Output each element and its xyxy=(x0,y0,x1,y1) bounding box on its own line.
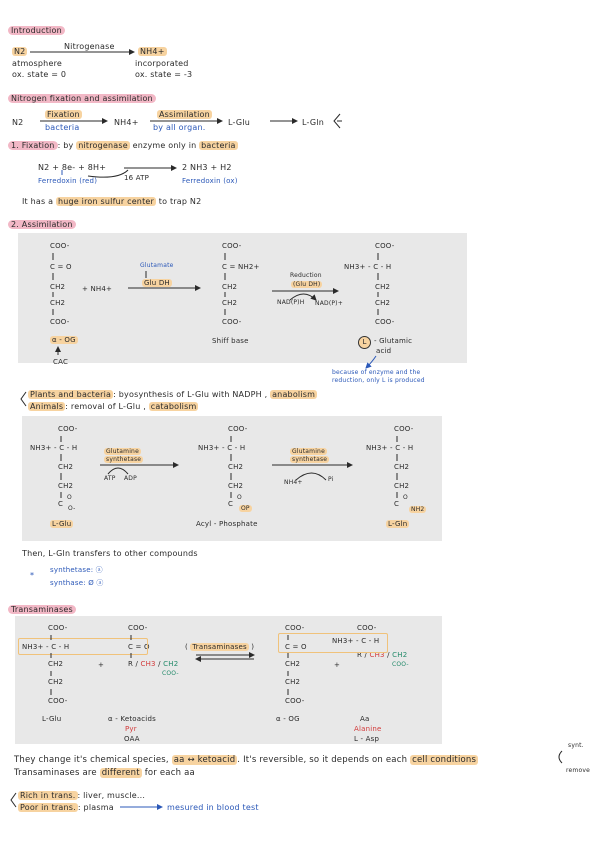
fixation-line xyxy=(8,141,238,150)
tr-glu-ch2-1: CH2 xyxy=(48,660,64,668)
synt-remove-bracket xyxy=(559,751,562,763)
gs-acyl-o: O xyxy=(237,494,242,501)
transaminases-heading: Transaminases xyxy=(8,605,76,614)
tr-keto-r-label: R / xyxy=(128,660,139,668)
gs-pi: Pi xyxy=(328,476,334,483)
closing-line1-post: . It's reversible, so it depends on each xyxy=(237,755,408,765)
gs-glu-c: C xyxy=(58,500,64,508)
gs-glu-o: O xyxy=(67,494,72,501)
bracket-icon xyxy=(334,114,342,128)
schiff-base-label: Shiff base xyxy=(212,337,249,345)
schiff-ch2-2: CH2 xyxy=(222,299,238,307)
rich-line xyxy=(18,791,145,800)
closing-line1-pre: They change it's chemical species, xyxy=(14,755,169,765)
anabolism-highlight: anabolism xyxy=(272,390,316,399)
tr-keto-coo: COO- xyxy=(128,624,148,632)
glu-nh3-c-h: NH3+ - C - H xyxy=(344,263,392,271)
tr-keto-c-o: C = O xyxy=(128,643,150,651)
reduction-glu-dh: (Glu DH) xyxy=(293,281,321,288)
l-glu-label: L-Glu xyxy=(228,118,250,127)
synthase-note: synthase: Ø ⓐ xyxy=(50,579,104,587)
by-all-organisms: by all organ. xyxy=(153,123,206,132)
because-note-1: because of enzyme and the xyxy=(332,369,421,376)
tr-aa-nh3: NH3+ - C - H xyxy=(332,637,380,645)
assimilation-label: Assimilation xyxy=(159,110,210,119)
tr-aog-ch2-1: CH2 xyxy=(285,660,301,668)
l-circle: L xyxy=(358,336,371,349)
ox-state-0: ox. state = 0 xyxy=(12,70,67,79)
gs-gln-nh2: NH2 xyxy=(411,506,425,513)
closing-line-2 xyxy=(14,768,195,778)
remove-label: remove xyxy=(566,767,590,774)
tr-enzyme-line: ( Transaminases ) xyxy=(185,643,255,651)
tr-box-right xyxy=(278,633,388,653)
gs-glu-ch2-2: CH2 xyxy=(58,482,74,490)
aog-c-o: C = O xyxy=(50,263,72,271)
tr-aa-coo: COO- xyxy=(357,624,377,632)
gs-adp: ADP xyxy=(124,475,137,482)
tr-aa-ch3: CH3 xyxy=(369,651,385,659)
nh4-label: NH4+ xyxy=(140,47,165,56)
tr-keto-coo-green: COO- xyxy=(162,670,179,677)
note-pre: It has a xyxy=(22,197,54,206)
catabolism-highlight: catabolism xyxy=(150,402,197,411)
nitrogenase-highlight: nitrogenase xyxy=(78,141,128,150)
tr-keto-r: R / CH3 / CH2 xyxy=(128,660,179,668)
gs-gln-c: C xyxy=(394,500,400,508)
schiff-coo-top: COO- xyxy=(222,242,242,250)
gs-acyl-ch2-1: CH2 xyxy=(228,463,244,471)
gs-gln-ch2-2: CH2 xyxy=(394,482,410,490)
tr-alanine-label: Alanine xyxy=(354,725,382,733)
fixation-assimilation-heading: Nitrogen fixation and assimilation xyxy=(8,94,156,103)
tr-keto-ch3: CH3 xyxy=(140,660,156,668)
assimilation-heading: 2. Assimilation xyxy=(8,220,76,229)
cac-label: CAC xyxy=(53,358,69,366)
glu-dh-label: Glu DH xyxy=(144,279,170,287)
glutamic-label: - Glutamic xyxy=(374,337,413,345)
atmosphere-label: atmosphere xyxy=(12,59,62,68)
fixation-text-mid: enzyme only in xyxy=(132,141,197,150)
then-text: Then, L-Gln transfers to other compounds xyxy=(22,549,198,558)
n2-label: N2 xyxy=(14,47,26,56)
gs-acyl-ch2-2: CH2 xyxy=(228,482,244,490)
tr-ketoacids-label: α - Ketoacids xyxy=(108,715,156,723)
aog-ch2-1: CH2 xyxy=(50,283,66,291)
gs-acyl-nh3: NH3+ - C - H xyxy=(198,444,246,452)
tr-glu-coo: COO- xyxy=(48,624,68,632)
poor-text: : plasma xyxy=(77,803,114,812)
ferredoxin-ox: Ferredoxin (ox) xyxy=(182,177,238,185)
gs-atp: ATP xyxy=(104,475,116,482)
gs-glutamine-1: Glutamine xyxy=(106,448,139,455)
nadph-label: NAD(P)H xyxy=(277,299,305,306)
fixation-text-pre: : by xyxy=(57,141,74,150)
ferredoxin-red: Ferredoxin (red) xyxy=(38,177,98,185)
gs-gln-ch2-1: CH2 xyxy=(394,463,410,471)
tr-keto-ch2: CH2 xyxy=(163,660,179,668)
atp-label: 16 ATP xyxy=(124,174,150,182)
aog-label: α - OG xyxy=(52,336,76,344)
tr-aa-label: Aa xyxy=(360,715,370,723)
gs-gln-nh3: NH3+ - C - H xyxy=(366,444,414,452)
different-highlight: different xyxy=(101,768,140,778)
glu-ch2-2: CH2 xyxy=(375,299,391,307)
incorporated-label: incorporated xyxy=(135,59,189,68)
tr-glu-coo-2: COO- xyxy=(48,697,68,705)
tr-aog-label: α - OG xyxy=(276,715,300,723)
tr-aog-coo-2: COO- xyxy=(285,697,305,705)
plus-nh4: + NH4+ xyxy=(82,285,113,293)
closing-line-1 xyxy=(14,755,478,765)
glu-coo-top: COO- xyxy=(375,242,395,250)
tr-glu-nh3: NH3+ - C - H xyxy=(22,643,70,651)
synthetase-note: synthetase: ⓐ xyxy=(50,566,103,574)
animals-line xyxy=(28,402,198,411)
tr-oaa-label: OAA xyxy=(124,735,140,743)
rich-poor-bracket xyxy=(11,793,16,807)
asterisk-icon: * xyxy=(30,571,35,580)
gs-glu-o-minus: O- xyxy=(68,505,76,512)
equation-right: 2 NH3 + H2 xyxy=(182,163,232,172)
gs-glu-coo: COO- xyxy=(58,425,78,433)
aog-coo-bottom: COO- xyxy=(50,318,70,326)
fixation-label: Fixation xyxy=(47,110,80,119)
iron-sulfur-highlight: huge iron sulfur center xyxy=(57,197,155,206)
plants-line xyxy=(28,390,317,399)
gs-acyl-label: Acyl - Phosphate xyxy=(196,520,258,528)
gs-glu-nh3: NH3+ - C - H xyxy=(30,444,78,452)
plants-text: : byosynthesis of L-Glu with NADPH , xyxy=(113,390,268,399)
closing-line2-pre: Transaminases are xyxy=(14,768,97,778)
fixation-heading: 1. Fixation xyxy=(8,141,58,150)
because-note-2: reduction, only L is produced xyxy=(332,377,425,384)
gs-acyl-op: OP xyxy=(241,505,250,512)
nadp-label: NAD(P)+ xyxy=(315,300,343,307)
gs-synthetase-2: synthetase xyxy=(292,456,328,463)
gs-acyl-c: C xyxy=(228,500,234,508)
animals-text: : removal of L-Glu , xyxy=(65,402,146,411)
tr-aa-ch2: CH2 xyxy=(392,651,408,659)
glu-coo-bottom: COO- xyxy=(375,318,395,326)
n2-label-2: N2 xyxy=(12,118,24,127)
schiff-ch2-1: CH2 xyxy=(222,283,238,291)
nh4-label-2: NH4+ xyxy=(114,118,139,127)
gs-gln-o: O xyxy=(403,494,408,501)
tr-box-left xyxy=(18,638,148,655)
gs-glu-ch2-1: CH2 xyxy=(58,463,74,471)
ox-state-minus3: ox. state = -3 xyxy=(135,70,193,79)
cell-conditions-highlight: cell conditions xyxy=(412,755,477,765)
reduction-label: Reduction xyxy=(290,272,322,279)
gs-glutamine-2: Glutamine xyxy=(292,448,325,455)
l-gln-label: L-Gln xyxy=(302,118,324,127)
aa-keto-highlight: aa ↔ ketoacid xyxy=(173,755,236,765)
acid-label: acid xyxy=(376,347,392,355)
aog-ch2-2: CH2 xyxy=(50,299,66,307)
tr-enzyme-label: Transaminases xyxy=(192,643,247,651)
schiff-c-nh2: C = NH2+ xyxy=(222,263,260,271)
tr-aa-r: R / CH3 / CH2 xyxy=(357,651,408,659)
bacteria-label: bacteria xyxy=(45,123,80,132)
introduction-heading: Introduction xyxy=(8,26,65,35)
tr-aog-coo: COO- xyxy=(285,624,305,632)
synt-label: synt. xyxy=(568,742,584,749)
tr-aa-coo-green: COO- xyxy=(392,661,409,668)
gs-synthetase-1: synthetase xyxy=(106,456,142,463)
rich-text: : liver, muscle... xyxy=(77,791,146,800)
plants-highlight: Plants and bacteria xyxy=(30,390,112,399)
animals-highlight: Animals xyxy=(30,402,64,411)
iron-sulfur-note xyxy=(22,197,201,206)
glutamate-label: Glutamate xyxy=(140,262,174,269)
gs-nh4: NH4+ xyxy=(284,479,303,486)
bacteria-highlight: bacteria xyxy=(201,141,236,150)
tr-lglu-label: L-Glu xyxy=(42,715,62,723)
rich-highlight: Rich in trans. xyxy=(20,791,76,800)
note-post: to trap N2 xyxy=(158,197,202,206)
gs-gln-coo: COO- xyxy=(394,425,414,433)
tr-glu-ch2-2: CH2 xyxy=(48,678,64,686)
schiff-coo-bottom: COO- xyxy=(222,318,242,326)
tr-aog-c-o: C = O xyxy=(285,643,307,651)
tr-lasp-label: L - Asp xyxy=(354,735,380,743)
gs-lgln-label: L-Gln xyxy=(388,520,408,528)
tr-plus-2: + xyxy=(334,661,341,669)
tr-pyr-label: Pyr xyxy=(125,725,137,733)
plants-bracket xyxy=(21,392,26,406)
tr-plus-1: + xyxy=(98,661,105,669)
gs-lglu-label: L-Glu xyxy=(52,520,72,528)
tr-aog-ch2-2: CH2 xyxy=(285,678,301,686)
aog-coo-top: COO- xyxy=(50,242,70,250)
equation-left: N2 + 8e- + 8H+ xyxy=(38,163,107,172)
glu-ch2-1: CH2 xyxy=(375,283,391,291)
nitrogenase-label: Nitrogenase xyxy=(64,42,115,51)
gs-acyl-coo: COO- xyxy=(228,425,248,433)
tr-aa-r-label: R / xyxy=(357,651,368,659)
poor-highlight: Poor in trans. xyxy=(20,803,76,812)
measured-label: mesured in blood test xyxy=(167,803,259,812)
poor-line xyxy=(18,803,114,812)
closing-line2-post: for each aa xyxy=(144,768,195,778)
